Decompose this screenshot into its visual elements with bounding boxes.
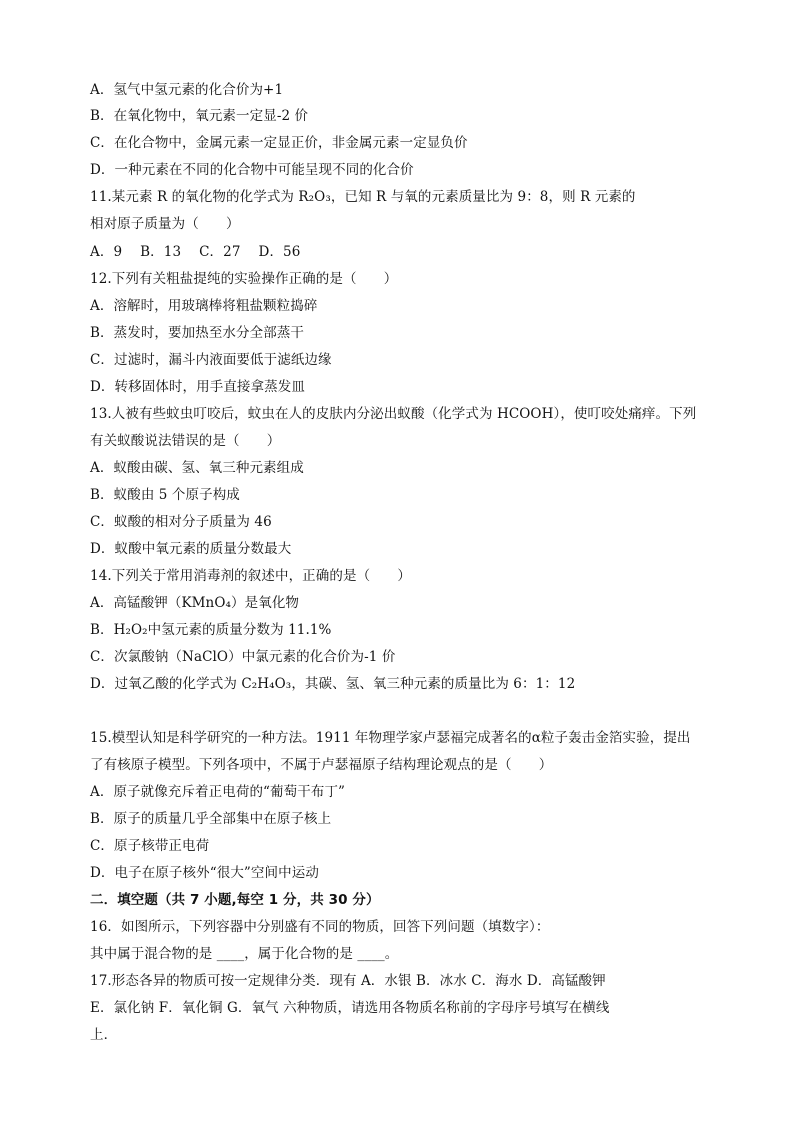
q11-stem-line2: 相对原子质量为（ ） (90, 216, 240, 232)
q13-option-a: A．蚁酸由碳、氢、氧三种元素组成 (90, 460, 304, 476)
q13-option-b: B．蚁酸由 5 个原子构成 (90, 487, 240, 503)
section-heading: 二．填空题（共 7 小题,每空 1 分，共 30 分） (90, 892, 380, 908)
q13-stem-line1: 13.人被有些蚊虫叮咬后，蚊虫在人的皮肤内分泌出蚁酸（化学式为 HCOOH），使叮咬处痛痒。下列 (90, 406, 697, 422)
q14-option-b: B．H₂O₂中氢元素的质量分数为 11.1% (90, 622, 332, 638)
q14-option-d: D．过氧乙酸的化学式为 C₂H₄O₃，其碳、氢、氧三种元素的质量比为 6：1：12 (90, 676, 576, 692)
q11-options: A．9 B．13 C．27 D．56 (90, 244, 301, 260)
q15-option-b: B．原子的质量几乎全部集中在原子核上 (90, 811, 332, 827)
q12-option-b: B．蒸发时，要加热至水分全部蒸干 (90, 325, 305, 341)
q13-stem-line2: 有关蚁酸说法错误的是（ ） (90, 433, 281, 449)
q12-stem: 12.下列有关粗盐提纯的实验操作正确的是（ ） (90, 271, 398, 287)
q11-stem-line1: 11.某元素 R 的氧化物的化学式为 R₂O₃，已知 R 与氧的元素质量比为 9：8，则 R 元素的 (90, 189, 636, 205)
q13-option-d: D．蚁酸中氧元素的质量分数最大 (90, 541, 292, 557)
q17-line3: 上． (90, 1027, 118, 1043)
q10-option-a: A．氢气中氢元素的化合价为+1 (90, 82, 284, 98)
q15-option-a: A．原子就像充斥着正电荷的“葡萄干布丁” (90, 784, 346, 800)
q10-option-d: D．一种元素在不同的化合物中可能呈现不同的化合价 (90, 162, 414, 178)
q17-line2: E．氯化钠 F．氧化铜 G．氧气 六种物质，请选用各物质名称前的字母序号填写在横线 (90, 1000, 610, 1016)
q16-line1: 16．如图所示，下列容器中分别盛有不同的物质，回答下列问题（填数字）： (90, 919, 550, 935)
q14-stem: 14.下列关于常用消毒剂的叙述中，正确的是（ ） (90, 568, 411, 584)
q10-option-c: C．在化合物中，金属元素一定显正价，非金属元素一定显负价 (90, 135, 468, 151)
q16-line2: 其中属于混合物的是 ____，属于化合物的是 ____。 (90, 946, 399, 962)
q15-option-c: C．原子核带正电荷 (90, 838, 210, 854)
q17-line1: 17.形态各异的物质可按一定规律分类．现有 A．水银 B．冰水 C．海水 D．高锰酸钾 (90, 973, 606, 989)
q14-option-a: A．高锰酸钾（KMnO₄）是氧化物 (90, 595, 300, 611)
q13-option-c: C．蚁酸的相对分子质量为 46 (90, 514, 272, 530)
q12-option-a: A．溶解时，用玻璃棒将粗盐颗粒捣碎 (90, 298, 318, 314)
q12-option-d: D．转移固体时，用手直接拿蒸发皿 (90, 379, 305, 395)
q15-option-d: D．电子在原子核外“很大”空间中运动 (90, 865, 319, 881)
q14-option-c: C．次氯酸钠（NaClO）中氯元素的化合价为-1 价 (90, 649, 396, 665)
q12-option-c: C．过滤时，漏斗内液面要低于滤纸边缘 (90, 352, 332, 368)
q10-option-b: B．在氧化物中，氧元素一定显-2 价 (90, 108, 309, 124)
q15-stem-line2: 了有核原子模型。下列各项中，不属于卢瑟福原子结构理论观点的是（ ） (90, 757, 553, 773)
q15-stem-line1: 15.模型认知是科学研究的一种方法。1911 年物理学家卢瑟福完成著名的α粒子轰击金箔实验，提出 (90, 730, 691, 746)
